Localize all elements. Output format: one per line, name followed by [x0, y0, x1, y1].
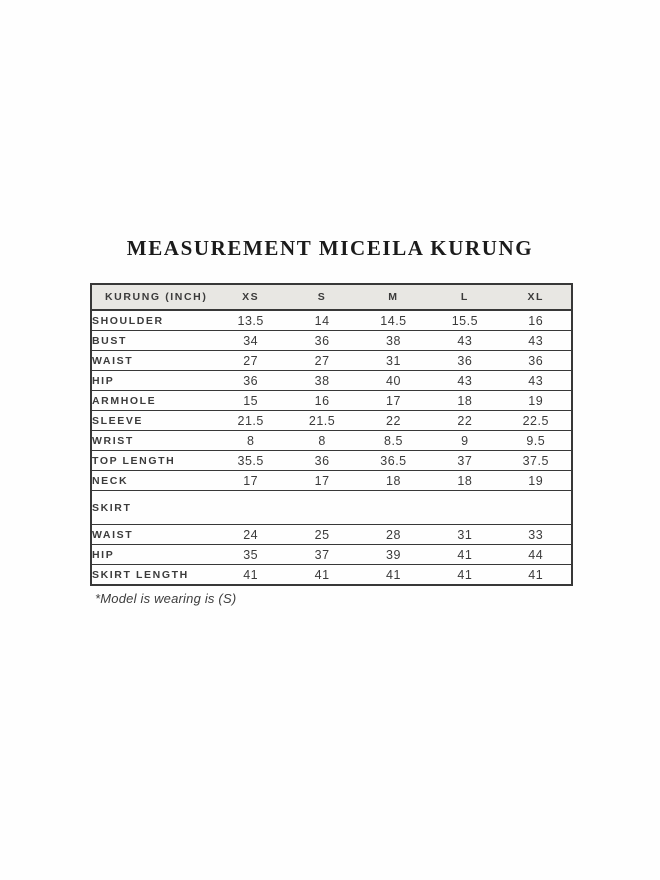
- measurement-value: 21.5: [215, 411, 286, 431]
- measurement-table-body: [91, 310, 572, 585]
- table-row: [91, 331, 572, 351]
- measurement-value: 9: [429, 431, 500, 451]
- table-row: [91, 525, 572, 545]
- measurement-value: 43: [501, 331, 572, 351]
- measurement-value: 40: [358, 371, 429, 391]
- measurement-value: 8: [286, 431, 357, 451]
- measurement-value: 9.5: [501, 431, 572, 451]
- measurement-value: 41: [429, 565, 500, 586]
- measurement-value: 41: [215, 565, 286, 586]
- measurement-value: 25: [286, 525, 357, 545]
- header-cell-size: M: [358, 284, 429, 310]
- measurement-value: 21.5: [286, 411, 357, 431]
- row-label: SKIRT LENGTH: [91, 565, 215, 586]
- header-cell-unit: KURUNG (INCH): [91, 284, 215, 310]
- measurement-value: 16: [501, 310, 572, 331]
- row-label: TOP LENGTH: [91, 451, 215, 471]
- measurement-value: 33: [501, 525, 572, 545]
- page-title: MEASUREMENT MICEILA KURUNG: [126, 236, 534, 260]
- row-label: NECK: [91, 471, 215, 491]
- measurement-value: 18: [429, 471, 500, 491]
- table-row: [91, 411, 572, 431]
- header-cell-size: XL: [501, 284, 572, 310]
- measurement-value: 41: [358, 565, 429, 586]
- measurement-value: 35: [215, 545, 286, 565]
- measurement-value: 22: [429, 411, 500, 431]
- section-label: SKIRT: [91, 491, 572, 525]
- measurement-value: 17: [358, 391, 429, 411]
- model-size-note: *Model is wearing is (S): [95, 591, 237, 606]
- measurement-value: 36: [286, 331, 357, 351]
- measurement-value: 37: [429, 451, 500, 471]
- measurement-value: 31: [358, 351, 429, 371]
- row-label: SHOULDER: [91, 310, 215, 331]
- measurement-value: 31: [429, 525, 500, 545]
- section-row: [91, 491, 572, 525]
- measurement-value: 34: [215, 331, 286, 351]
- measurement-value: 37.5: [501, 451, 572, 471]
- measurement-value: 43: [429, 371, 500, 391]
- row-label: WAIST: [91, 525, 215, 545]
- measurement-value: 36: [429, 351, 500, 371]
- measurement-value: 15.5: [429, 310, 500, 331]
- table-row: [91, 451, 572, 471]
- measurement-value: 13.5: [215, 310, 286, 331]
- measurement-value: 8: [215, 431, 286, 451]
- measurement-value: 38: [358, 331, 429, 351]
- table-row: [91, 391, 572, 411]
- measurement-value: 22.5: [501, 411, 572, 431]
- row-label: HIP: [91, 371, 215, 391]
- measurement-value: 43: [429, 331, 500, 351]
- measurement-value: 36: [215, 371, 286, 391]
- table-row: [91, 471, 572, 491]
- table-row: [91, 310, 572, 331]
- measurement-value: 8.5: [358, 431, 429, 451]
- measurement-value: 24: [215, 525, 286, 545]
- table-row: [91, 431, 572, 451]
- measurement-value: 38: [286, 371, 357, 391]
- measurement-value: 16: [286, 391, 357, 411]
- measurement-value: 27: [286, 351, 357, 371]
- header-cell-size: S: [286, 284, 357, 310]
- table-header-row: [91, 284, 572, 310]
- measurement-value: 22: [358, 411, 429, 431]
- measurement-value: 28: [358, 525, 429, 545]
- measurement-value: 36.5: [358, 451, 429, 471]
- measurement-table: [90, 283, 573, 586]
- row-label: WRIST: [91, 431, 215, 451]
- table-row: [91, 371, 572, 391]
- measurement-value: 35.5: [215, 451, 286, 471]
- header-cell-size: L: [429, 284, 500, 310]
- measurement-value: 18: [358, 471, 429, 491]
- row-label: HIP: [91, 545, 215, 565]
- table-row: [91, 565, 572, 586]
- measurement-value: 36: [286, 451, 357, 471]
- row-label: ARMHOLE: [91, 391, 215, 411]
- measurement-table-head: [91, 284, 572, 310]
- measurement-value: 36: [501, 351, 572, 371]
- measurement-value: 41: [286, 565, 357, 586]
- header-cell-size: XS: [215, 284, 286, 310]
- table-row: [91, 351, 572, 371]
- measurement-value: 15: [215, 391, 286, 411]
- row-label: SLEEVE: [91, 411, 215, 431]
- measurement-value: 18: [429, 391, 500, 411]
- table-row: [91, 545, 572, 565]
- measurement-value: 27: [215, 351, 286, 371]
- measurement-value: 19: [501, 471, 572, 491]
- row-label: WAIST: [91, 351, 215, 371]
- measurement-value: 41: [501, 565, 572, 586]
- measurement-value: 37: [286, 545, 357, 565]
- measurement-value: 14: [286, 310, 357, 331]
- measurement-value: 17: [215, 471, 286, 491]
- measurement-value: 19: [501, 391, 572, 411]
- measurement-value: 44: [501, 545, 572, 565]
- measurement-value: 39: [358, 545, 429, 565]
- measurement-value: 41: [429, 545, 500, 565]
- measurement-value: 14.5: [358, 310, 429, 331]
- measurement-value: 17: [286, 471, 357, 491]
- row-label: BUST: [91, 331, 215, 351]
- measurement-value: 43: [501, 371, 572, 391]
